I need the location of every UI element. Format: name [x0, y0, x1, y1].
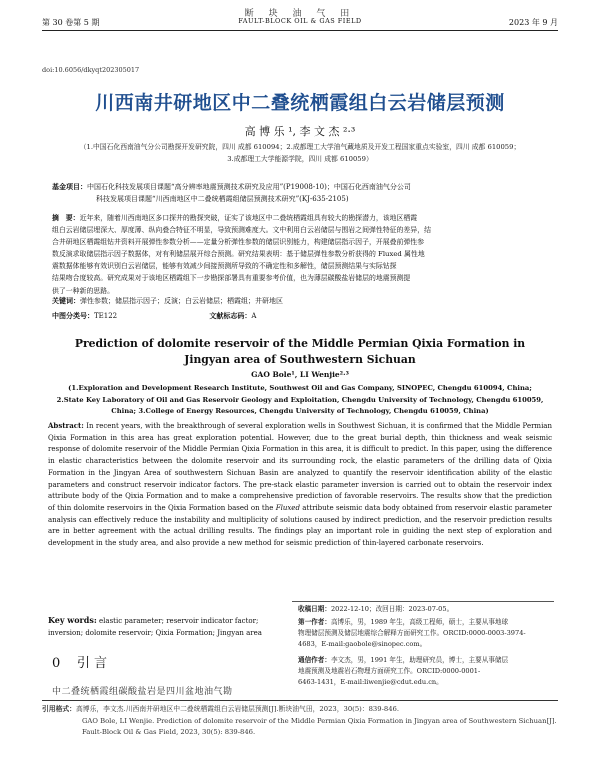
section-heading	[52, 652, 107, 671]
first-author-line: 物理储层预测及储层地震综合解释方面研究工作。ORCID:0000-0003-3974-	[298, 629, 526, 638]
abstract-cn-label: 摘 要：	[52, 214, 80, 222]
section-title: 引 言	[76, 656, 107, 671]
doc-code-label: 文献标志码：	[209, 312, 252, 320]
abstract-en	[48, 420, 552, 550]
abstract-cn-line: 近年来，随着川西南地区多口探井的勘探突破，证实了该地区中二叠统栖霞组具有较大的勘探潜力，该地区栖霞	[79, 214, 418, 222]
first-author-line: 4683，E-mail:gaobole@sinopec.com。	[298, 640, 427, 649]
abstract-en-label: Abstract:	[48, 421, 84, 430]
first-author-label: 第一作者：	[298, 618, 331, 626]
authors-en: GAO Bole¹, LI Wenjie²·³	[251, 370, 349, 379]
abstract-en-emphasis: Fluxed	[275, 503, 300, 512]
abstract-en-text-cont: attribute seismic data body obtained from reservoir elastic parameter analysis can effectively reduce the instability and multiplicity of solutions caused by indirect prediction, and the reservoir prediction results are in better agreement with the actual drilling results. The findings play an important role in guiding the next step of exploration and development in the study area, and also provide a new method for seismic prediction of thin-layered carbonate reservoirs.	[48, 503, 553, 548]
abstract-cn-line: 数反演求取储层指示因子数据体，对有利储层展开综合预测。研究结果表明：基于储层弹性参数分析获得的 Fluxed 属性地	[52, 250, 425, 259]
keywords-en-text: elastic parameter; reservoir indicator factor; inversion; dolomite reservoir; Qixia Formation; Jingyan area	[48, 617, 262, 637]
citation-line: 高博乐，李文杰.川西南井研地区中二叠统栖霞组白云岩储层预测[J].断块油气田，2023，30(5)：839-846.	[75, 705, 399, 713]
journal-name-en: FAULT-BLOCK OIL & GAS FIELD	[238, 17, 362, 25]
abstract-en-text: In recent years, with the breakthrough of several exploration wells in Southwest Sichuan, it is confirmed that the Middle Permian Qixia Formation in this area has great exploration potential. However, due to the great burial depth, thin thickness and weak seismic response of dolomite reservoir of the Middle Permian Qixia Formation in this area, it is difficult to predict. In this paper, using the difference in elastic characteristics between the dolomite reservoir and its surrounding rock, the elastic parameters of the drilling data of Qixia Formation in the Jingyan Area of southwestern Sichuan Basin are analyzed to quantify the reservoir identification ability of the elastic parameters and construct reservoir indicator factors. The pre-stack elastic parameter inversion is carried out to obtain the reservoir index attribute body of the Qixia Formation and to make a comprehensive prediction of favorable reservoirs. The results show that the prediction of thin dolomite reservoirs in the Qixia Formation based on the	[48, 422, 552, 512]
abstract-cn-line: 组白云岩储层埋深大、厚度薄、纵向叠合特征不明显，导致预测难度大。文中利用白云岩储层与围岩之间弹性特征的差异，结	[52, 226, 431, 235]
journal-name-cn: 断 块 油 气 田	[244, 9, 356, 19]
corresponding-author-info	[298, 655, 556, 689]
classification-row	[52, 311, 346, 321]
corresponding-author-line: 地震预测及地震岩石物理方面研究工作。ORCID:0000-0001-	[298, 667, 481, 676]
abstract-cn-line: 供了一种新的思路。	[52, 286, 115, 295]
fund-line: 科技发展项目课题“川西南地区中二叠统栖霞组储层预测技术研究”(KJ-635-2105)	[96, 195, 349, 203]
issue-date: 2023 年 9 月	[508, 18, 558, 27]
keywords-en-label: Key words:	[48, 615, 97, 625]
received-label: 收稿日期：	[298, 605, 331, 613]
fund-line: 中国石化科技发展项目课题“高分辨率地震预测技术研究及应用”(P19008-10)；中国石化西南油气分公司	[87, 183, 411, 191]
received-info	[298, 604, 556, 615]
affiliation-line: 3.成都理工大学能源学院，四川 成都 610059）	[227, 154, 373, 163]
first-author-line: 高博乐，男，1989 年生，高级工程师，硕士，主要从事地球	[330, 618, 509, 626]
affiliation-en-line: 2.State Key Laboratory of Oil and Gas Reservoir Geology and Exploitation, Chengdu University of Technology, Chengdu 610059,	[56, 395, 544, 404]
affiliation-en-line: (1.Exploration and Development Research Institute, Southwest Oil and Gas Company, SINOPEC, Chengdu 610094, China;	[68, 384, 532, 392]
received-dates: 2022-12-10；改回日期：2023-07-05。	[330, 605, 454, 613]
title-cn: 川西南井研地区中二叠统栖霞组白云岩储层预测	[95, 92, 505, 114]
header-rule	[42, 30, 558, 31]
authors-cn: 高 博 乐 ¹, 李 文 杰 ²·³	[244, 125, 356, 138]
corresponding-author-line: 李文杰，男，1991 年生，助理研究员，博士，主要从事储层	[330, 656, 509, 664]
body-text-first-line: 中二叠统栖霞组碳酸盐岩是四川盆地油气勘	[52, 687, 233, 697]
abstract-cn-line: 结果吻合度较高。研究成果对于该地区栖霞组下一步勘探部署具有重要参考价值，也为薄层碳酸盐岩储层的地震预测提	[52, 274, 411, 283]
clc-value: TE122	[94, 312, 118, 320]
affiliations-en	[48, 383, 552, 418]
clc-label: 中图分类号：	[52, 312, 94, 320]
abstract-cn-line: 合井研地区栖霞组钻井资料开展弹性参数分析——定量分析弹性参数的储层识别能力，构建储层指示因子，开展叠前弹性参	[52, 238, 425, 247]
affiliations-cn	[52, 142, 548, 165]
citation-label: 引用格式：	[42, 705, 76, 713]
citation-line: GAO Bole, LI Wenjie. Prediction of dolomite reservoir of the Middle Permian Qixia Formation in Jingyan area of Southwestern Sichuan[J].	[82, 716, 557, 725]
citation-format	[42, 700, 558, 739]
keywords-en	[48, 615, 263, 639]
corresponding-author-label: 通信作者：	[298, 656, 331, 664]
doi: doi:10.6056/dkyqt202305017	[42, 66, 140, 74]
abstract-cn-line: 震数据体能够有效识别白云岩储层，能够有效减少间接预测所导致的不确定性和多解性，储层预测结果与实际钻探	[52, 262, 397, 271]
affiliation-line: （1.中国石化西南油气分公司勘探开发研究院，四川 成都 610094；2.成都理工大学油气藏地质及开发工程国家重点实验室，四川 成都 610059；	[79, 143, 521, 151]
section-number: 0	[52, 656, 61, 671]
corresponding-author-line: 6463-1431，E-mail:liwenjie@cdut.edu.cn。	[298, 678, 443, 687]
citation-line: Fault-Block Oil & Gas Field, 2023, 30(5): 839-846.	[82, 728, 256, 736]
fund-info	[52, 181, 550, 205]
keywords-cn-label: 关键词：	[52, 297, 80, 305]
keywords-cn-text: 弹性参数；储层指示因子；反演；白云岩储层；栖霞组；井研地区	[80, 297, 283, 305]
first-author-info	[298, 617, 556, 651]
abstract-cn	[52, 212, 550, 297]
doc-code-value: A	[251, 312, 257, 320]
keywords-cn	[52, 296, 550, 306]
affiliation-en-line: China; 3.College of Energy Resources, Chengdu University of Technology, Chengdu 610059, China)	[111, 407, 489, 415]
fund-label: 基金项目：	[52, 183, 87, 191]
info-box-rule	[292, 601, 554, 602]
title-en: Prediction of dolomite reservoir of the Middle Permian Qixia Formation in Jingyan area of Southwestern Sichuan	[74, 337, 526, 366]
volume-issue: 第 30 卷第 5 期	[42, 18, 100, 27]
